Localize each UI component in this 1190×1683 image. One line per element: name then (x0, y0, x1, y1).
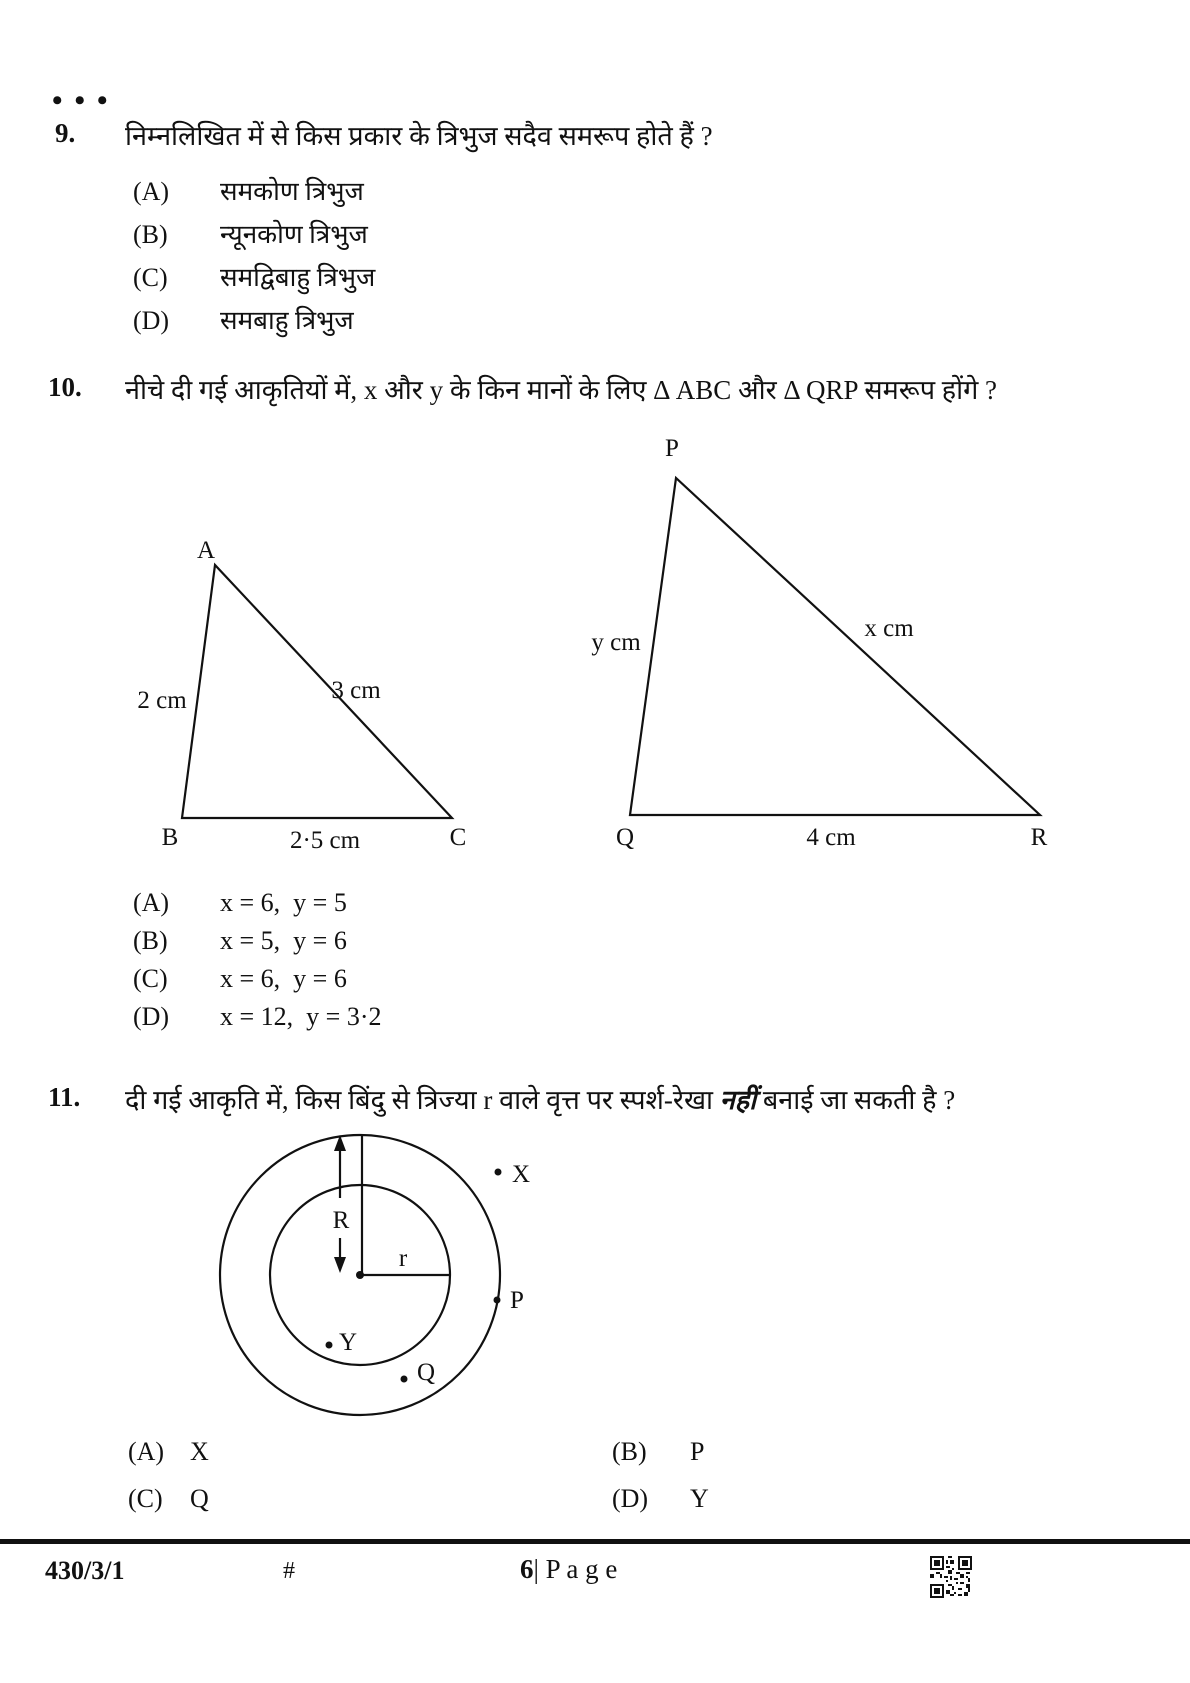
vertex-c-label: C (449, 824, 467, 850)
option-label: (A) (133, 888, 170, 917)
vertex-r-label: R (1030, 824, 1048, 851)
triangle-qrp-figure (560, 420, 1080, 862)
side-bc-label: 2·5 cm (289, 827, 361, 850)
point-y-dot (326, 1342, 333, 1349)
outer-radius-label: R (332, 1207, 350, 1234)
point-p-dot (494, 1297, 501, 1304)
side-qp-label: y cm (591, 629, 641, 656)
option-label: (A) (133, 177, 170, 206)
option-text: X (190, 1437, 209, 1466)
option-label: (A) (128, 1437, 165, 1466)
vertex-p-label: P (665, 435, 679, 462)
question-9-option-b (133, 215, 368, 251)
question-9-option-c (133, 258, 375, 294)
option-text: समद्विबाहु त्रिभुज (220, 263, 376, 292)
question-10-option-d (133, 1002, 381, 1032)
question-11-option-a (128, 1437, 209, 1467)
question-10-option-a (133, 888, 347, 918)
question-11-text-before: दी गई आकृति में, किस बिंदु से त्रिज्या r वाले वृत्त पर स्पर्श-रेखा (125, 1085, 720, 1115)
option-text: P (690, 1437, 705, 1466)
point-x-dot (495, 1169, 502, 1176)
question-11-option-c (128, 1484, 209, 1514)
point-q-dot (401, 1376, 408, 1383)
page-number-label (520, 1554, 617, 1585)
option-label: (C) (128, 1484, 163, 1513)
option-text: x = 6, y = 5 (220, 888, 347, 917)
point-y-label: Y (338, 1329, 358, 1356)
vertex-q-label: Q (615, 824, 635, 851)
option-text: Y (690, 1484, 709, 1513)
side-pr-label: x cm (864, 615, 914, 642)
option-label: (D) (133, 306, 170, 335)
question-9-option-d (133, 301, 354, 337)
triangle-qrp-outline (630, 478, 1040, 815)
option-label: (D) (612, 1484, 649, 1513)
paper-code: 430/3/1 (45, 1556, 125, 1585)
center-hash-mark: # (283, 1558, 295, 1584)
option-text: x = 5, y = 6 (220, 926, 347, 955)
option-label: (B) (133, 926, 168, 955)
option-text: समबाहु त्रिभुज (220, 306, 354, 335)
triangle-abc-outline (182, 565, 452, 818)
question-9-option-a (133, 172, 364, 208)
option-text: न्यूनकोण त्रिभुज (220, 220, 368, 249)
side-ab-label: 2 cm (137, 687, 187, 714)
point-x-label: X (511, 1161, 531, 1188)
question-11-option-b (612, 1437, 704, 1467)
option-label: (B) (612, 1437, 647, 1466)
triangle-abc-figure (100, 520, 560, 850)
option-text: x = 6, y = 6 (220, 964, 347, 993)
point-q-label: Q (416, 1359, 436, 1386)
option-label: (C) (133, 964, 168, 993)
side-qr-label: 4 cm (806, 824, 856, 851)
question-10-option-c (133, 964, 347, 994)
question-11-option-d (612, 1484, 709, 1514)
footer-rule (0, 1539, 1190, 1544)
option-label: (C) (133, 263, 168, 292)
option-label: (B) (133, 220, 168, 249)
question-9-number: 9. (55, 118, 76, 148)
continuation-dots: ••• (52, 84, 120, 117)
point-p-label: P (510, 1287, 524, 1314)
vertex-a-label: A (196, 537, 216, 564)
question-10-number: 10. (48, 372, 82, 402)
concentric-circles-figure (195, 1120, 545, 1432)
page-word: | P a g e (533, 1554, 618, 1584)
question-11-text-after: बनाई जा सकती है ? (756, 1085, 956, 1115)
side-ac-label: 3 cm (331, 677, 381, 704)
question-11-text-emphasis: नहीं (719, 1085, 757, 1115)
r-arrowhead-down (334, 1257, 346, 1273)
page-number: 6 (520, 1554, 534, 1584)
question-10-option-b (133, 926, 347, 956)
vertex-b-label: B (161, 824, 179, 850)
question-11-text (125, 1080, 955, 1117)
option-text: समकोण त्रिभुज (220, 177, 364, 206)
option-text: Q (190, 1484, 209, 1513)
question-9-text: निम्नलिखित में से किस प्रकार के त्रिभुज सदैव समरूप होते हैं ? (125, 121, 713, 151)
option-text: x = 12, y = 3·2 (220, 1002, 382, 1031)
inner-radius-label: r (398, 1245, 408, 1272)
question-10-text: नीचे दी गई आकृतियों में, x और y के किन मानों के लिए Δ ABC और Δ QRP समरूप होंगे ? (125, 375, 998, 405)
option-label: (D) (133, 1002, 170, 1031)
qr-code (930, 1556, 972, 1598)
question-11-number: 11. (48, 1082, 81, 1112)
